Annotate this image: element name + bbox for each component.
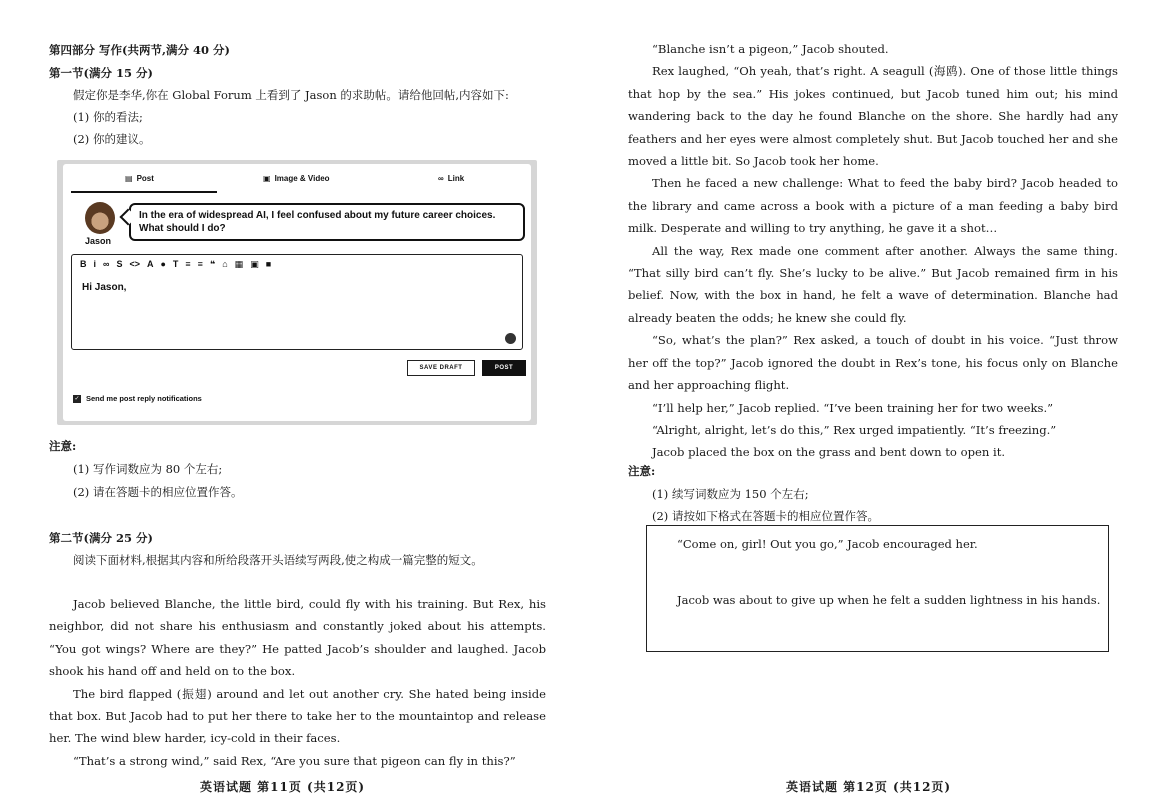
link-icon: ∞: [438, 174, 444, 183]
story-paragraph: Jacob believed Blanche, the little bird, could fly with his training. But Rex, his neighbor, did not share his enthusiasm and constantly joked about his attempts. “You got wings? Where are they?” He patted Jacob’s shoulder and laughed. Jacob shook his hand off and held on to the box.: [49, 597, 546, 679]
heading-icon[interactable]: T: [172, 259, 179, 269]
bold-icon[interactable]: B: [80, 259, 87, 269]
notify-option[interactable]: [73, 394, 202, 403]
post-icon: ▤: [125, 174, 133, 183]
code-block-icon[interactable]: ⌂: [222, 259, 228, 269]
post-button[interactable]: POST: [482, 360, 526, 376]
tab-image-video[interactable]: [263, 174, 330, 183]
part-title: 第四部分 写作(共两节,满分 40 分): [49, 43, 230, 57]
superscript-icon[interactable]: A: [146, 259, 154, 269]
spoiler-icon[interactable]: ●: [160, 259, 166, 269]
active-tab-underline: [71, 191, 217, 193]
note-1: (1) 写作词数应为 80 个左右;: [73, 462, 223, 476]
story-paragraph: “So, what’s the plan?” Rex asked, a touch of doubt in his voice. “Just throw her off the top?” Jacob ignored the doubt in Rex’s tone, his focus only on Blanche and her approaching flight.: [628, 333, 1118, 393]
video-icon[interactable]: ■: [265, 259, 272, 269]
answer-opener-2: Jacob was about to give up when he felt a sudden lightness in his hands.: [677, 593, 1101, 607]
story-paragraph: The bird flapped (振翅) around and let out another cry. She hated being inside that box. But Jacob had to put her there to take her to the mountaintop and release her. The wind blew harder, icy-cold in their faces.: [49, 686, 546, 746]
story-paragraph: “Blanche isn’t a pigeon,” Jacob shouted.: [652, 42, 889, 56]
section1-item-1: (1) 你的看法;: [73, 110, 143, 124]
reply-editor[interactable]: [71, 254, 523, 350]
editor-text[interactable]: Hi Jason,: [82, 282, 127, 293]
numbered-list-icon[interactable]: ≡: [197, 259, 203, 269]
story-left: [49, 593, 546, 772]
save-draft-button[interactable]: SAVE DRAFT: [407, 360, 475, 376]
story-paragraph: All the way, Rex made one comment after another. Always the same thing. “That silly bird can’t fly. She’s lucky to be alive.” But Jacob remained firm in his belief. Now, with the box in hand, he felt a wave of determination. Blanche had already beaten the odds; he knew she could fly.: [628, 243, 1118, 325]
notes-title: 注意:: [628, 464, 656, 478]
story-paragraph: Then he faced a new challenge: What to feed the baby bird? Jacob headed to the library and came across a book with a picture of a man feeding a baby bird milk. Desperate and willing to try anything, he gave it a shot…: [628, 176, 1118, 236]
page-footer: 英语试题 第12页 (共12页): [786, 780, 952, 794]
notes-title: 注意:: [49, 439, 77, 453]
section2-title: 第二节(满分 25 分): [49, 531, 153, 545]
story-paragraph: Rex laughed, “Oh yeah, that’s right. A seagull (海鸥). One of those little things that hop by the sea.” His jokes continued, but Jacob tuned him out; his mind wandering back to the day he found Blanche on the shore. She hardly had any feathers and her eyes were almost completely shut. But Jacob touched her and she moved a little bit. So Jacob took her home.: [628, 64, 1118, 169]
post-bubble: [129, 203, 525, 241]
tab-post[interactable]: [125, 174, 154, 183]
section1-title: 第一节(满分 15 分): [49, 66, 153, 80]
tab-post-label: Post: [136, 174, 154, 183]
emoji-icon[interactable]: [505, 333, 516, 344]
notify-label: Send me post reply notifications: [86, 394, 202, 403]
page-footer: 英语试题 第11页 (共12页): [200, 780, 366, 794]
forum-post-widget: [57, 160, 537, 425]
image-icon: ▣: [263, 174, 271, 183]
story-right: [628, 38, 1118, 464]
note-2: (2) 请按如下格式在答题卡的相应位置作答。: [652, 509, 879, 523]
note-2: (2) 请在答题卡的相应位置作答。: [73, 485, 243, 499]
story-paragraph: “I’ll help her,” Jacob replied. “I’ve been training her for two weeks.”: [652, 400, 1054, 415]
post-text: In the era of widespread AI, I feel confused about my future career choices. What should I do?: [139, 210, 496, 234]
editor-toolbar: [80, 259, 271, 270]
section1-item-2: (2) 你的建议。: [73, 132, 151, 146]
quote-icon[interactable]: ❝: [209, 259, 216, 269]
answer-format-box: [646, 525, 1109, 652]
section2-prompt: 阅读下面材料,根据其内容和所给段落开头语续写两段,使之构成一篇完整的短文。: [73, 553, 483, 567]
story-paragraph: “That’s a strong wind,” said Rex, “Are you sure that pigeon can fly in this?”: [73, 753, 516, 768]
note-1: (1) 续写词数应为 150 个左右;: [652, 487, 809, 501]
bulleted-list-icon[interactable]: ≡: [185, 259, 191, 269]
image-icon[interactable]: ▣: [250, 259, 259, 269]
checkbox-checked-icon[interactable]: ✓: [74, 396, 80, 402]
link-icon[interactable]: ∞: [103, 259, 110, 269]
table-icon[interactable]: ▦: [234, 259, 244, 269]
strikethrough-icon[interactable]: S: [116, 259, 123, 269]
story-paragraph: Jacob placed the box on the grass and bent down to open it.: [652, 445, 1006, 460]
code-icon[interactable]: <>: [129, 259, 140, 269]
avatar: [85, 202, 115, 234]
tab-image-video-label: Image & Video: [274, 174, 330, 183]
italic-icon[interactable]: i: [93, 259, 97, 269]
user-name: Jason: [85, 236, 112, 246]
tab-link-label: Link: [447, 174, 465, 183]
story-paragraph: “Alright, alright, let’s do this,” Rex urged impatiently. “It’s freezing.”: [652, 422, 1057, 437]
answer-opener-1: “Come on, girl! Out you go,” Jacob encouraged her.: [677, 537, 978, 551]
section1-prompt: 假定你是李华,你在 Global Forum 上看到了 Jason 的求助帖。请给他回帖,内容如下:: [73, 88, 509, 102]
tab-link[interactable]: [438, 174, 464, 183]
